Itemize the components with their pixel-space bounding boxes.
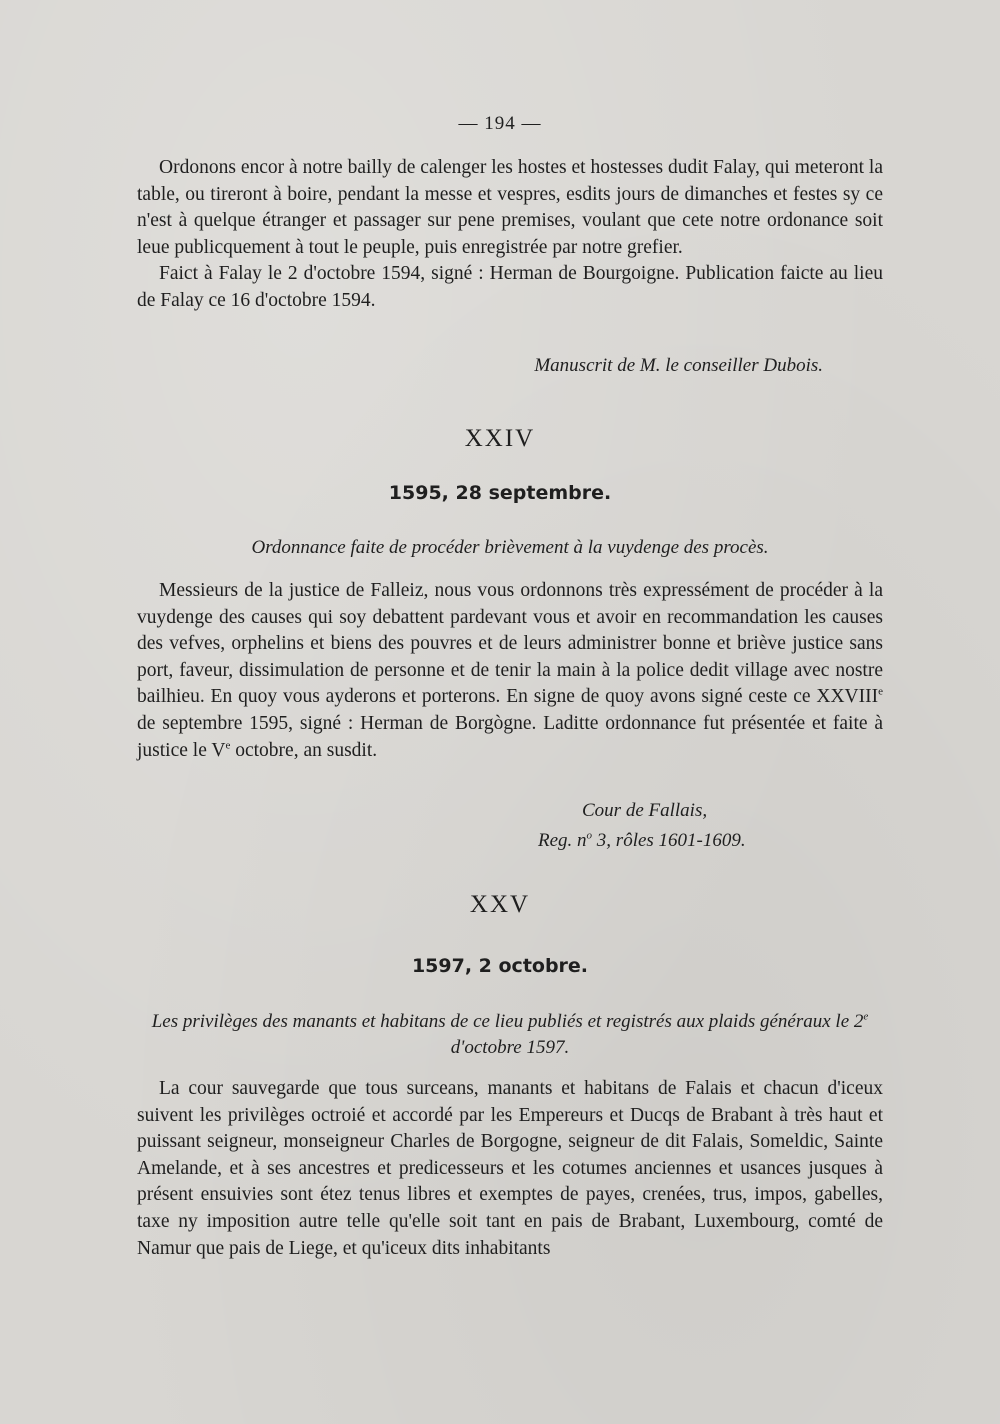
source-text: 3, rôles 1601-1609. bbox=[592, 830, 746, 851]
section-body-xxiv bbox=[137, 578, 883, 764]
paragraph-faict: Faict à Falay le 2 d'octobre 1594, signé : Herman de Bourgoigne. Publication faicte au lieu de Falay ce 16 d'octobre 1594. bbox=[137, 263, 883, 311]
superscript: e bbox=[878, 685, 883, 698]
paragraph-la-cour: La cour sauvegarde que tous surceans, manants et habitans de Falais et chacun d'iceux suivent les privilèges octroié et accordé par les Empereurs et Ducqs de Brabant à très haut et puissant seigneur, monseigneur Charles de Borgogne, seigneur de dit Falais, Someldic, Sainte Amelande, et à ses ancestres et predicesseurs et les cotumes anciennes et usances jusques à présent ensuivies sont étez tenus libres et exemptes de payes, crenées, trus, impos, gabelles, taxe ny imposition autre telle qu'elle soit tant en pais de Brabant, Luxembourg, comté de Namur que pais de Liege, et qu'iceux dits inhabitants bbox=[137, 1078, 883, 1259]
superscript: o bbox=[586, 829, 593, 842]
source-line-1: Cour de Fallais, bbox=[582, 800, 708, 821]
paragraph-messieurs bbox=[137, 578, 883, 764]
section-numeral-xxv: XXV bbox=[469, 891, 531, 918]
body-text: Messieurs de la justice de Falleiz, nous vous ordonnons très expressément de procéder à la vuydenge des causes qui soy debattent pardevant vous et avoir en recommandation les causes des vefves, orphelins et biens des pouvres et de leurs administrer bonne et briève justice sans port, faveur, dissimulation de personne et de tenir la main à la police dedit village avec nostre bailhieu. En quoy vous ayderons et porterons. En signe de quoy avons signé ceste ce XXVIII bbox=[137, 580, 883, 708]
section-title-xxiv: Ordonnance faite de procéder brièvement à la vuydenge des procès. bbox=[251, 537, 769, 558]
section-date-xxiv: 1595, 28 septembre. bbox=[388, 482, 612, 504]
title-text: Les privilèges des manants et habitans de ce lieu publiés et registrés aux plaids généraux le 2 bbox=[151, 1011, 864, 1032]
source-line-2 bbox=[538, 826, 800, 856]
superscript: e bbox=[225, 739, 231, 752]
title-text: d'octobre 1597. bbox=[450, 1037, 570, 1058]
body-text: octobre, an susdit. bbox=[230, 739, 378, 761]
section-top bbox=[137, 155, 883, 315]
source-text: Reg. n bbox=[538, 830, 587, 851]
page-number: — 194 — bbox=[458, 113, 542, 134]
source-dubois: Manuscrit de M. le conseiller Dubois. bbox=[534, 355, 823, 376]
body-text: de septembre 1595, signé : Herman de Borgògne. Laditte ordonnance fut présentée et faite à justice le V bbox=[137, 712, 883, 761]
paragraph-ordonons: Ordonons encor à notre bailly de calenger les hostes et hostesses dudit Falay, qui meteront la table, ou tireront à boire, pendant la messe et vespres, esdits jours de dimanches et festes sy ce n'est à quelque étranger et passager sur pene premises, voulant que cete notre ordonance soit leue publicquement à tout le peuple, puis enregistrée par notre grefier. bbox=[137, 157, 883, 258]
section-title-xxv bbox=[137, 1009, 883, 1061]
section-date-xxv: 1597, 2 octobre. bbox=[411, 955, 589, 977]
section-body-xxv bbox=[137, 1076, 883, 1262]
source-cour-de-fallais bbox=[538, 796, 800, 856]
superscript: e bbox=[863, 1010, 869, 1023]
section-numeral-xxiv: XXIV bbox=[464, 425, 536, 452]
